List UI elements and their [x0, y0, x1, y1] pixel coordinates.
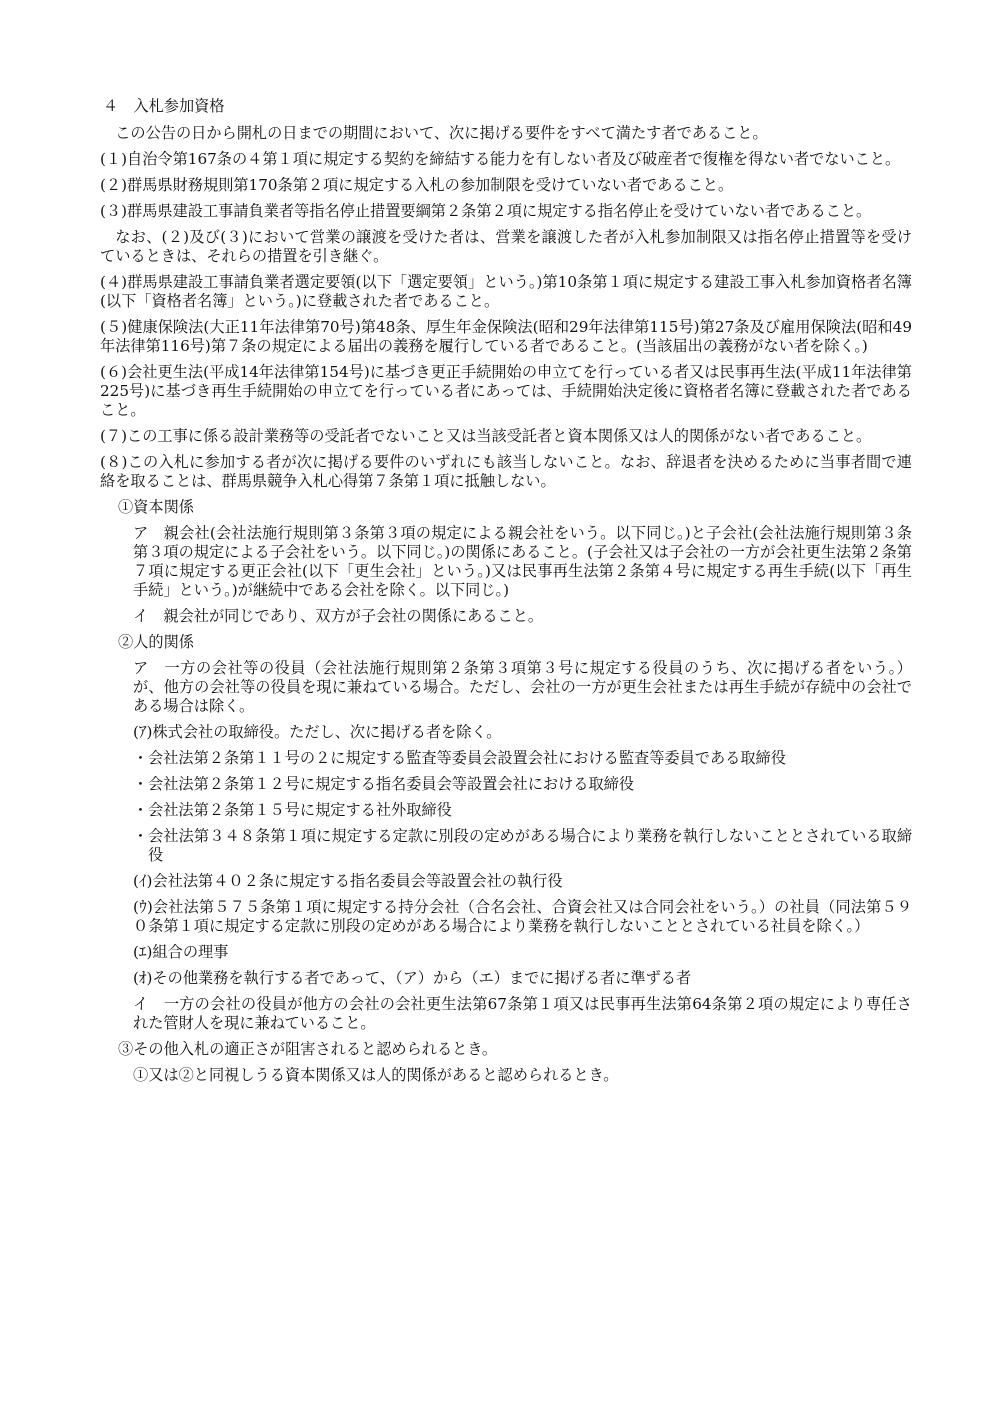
personal-relation-ku: (ｳ)会社法第５７５条第１項に規定する持分会社（合名会社、合資会社又は合同会社をいう。）の社員（同法第５９０条第１項に規定する定款に別段の定めがある場合により業務を執行しないこととされている社員を除く。） [133, 898, 912, 935]
personal-relation-bullet-2: ・会社法第２条第１２号に規定する指名委員会等設置会社における取締役 [132, 775, 634, 793]
personal-relation-bullet-4: ・会社法第３４８条第１項に規定する定款に別段の定めがある場合により業務を執行しないこととされている取締役 [132, 827, 912, 864]
item-1: (１)自治令第167条の４第１項に規定する契約を締結する能力を有しない者及び破産者で復権を得ない者でないこと。 [100, 150, 901, 168]
personal-relation-a: ア 一方の会社等の役員（会社法施行規則第２条第３項第３号に規定する役員のうち、次に掲げる者をいう。）が、他方の会社等の役員を現に兼ねている場合。ただし、会社の一方が更生会社または再生手続が存続中の会社である場合は除く。 [133, 659, 912, 715]
item-5: (５)健康保険法(大正11年法律第70号)第48条、厚生年金保険法(昭和29年法律第115号)第27条及び雇用保険法(昭和49年法律第116号)第７条の規定による届出の義務を履行している者であること。(当該届出の義務がない者を除く。) [100, 318, 912, 355]
personal-relation-ko: (ｵ)その他業務を執行する者であって、（ア）から（エ）までに掲げる者に準ずる者 [133, 969, 692, 987]
capital-relation-label: ①資本関係 [118, 498, 194, 516]
personal-relation-ke: (ｴ)組合の理事 [133, 943, 229, 961]
personal-relation-bullet-1: ・会社法第２条第１１号の２に規定する監査等委員会設置会社における監査等委員である取締役 [132, 749, 786, 767]
item-4: (４)群馬県建設工事請負業者選定要領(以下「選定要領」という。)第10条第１項に規定する建設工事入札参加資格者名簿(以下「資格者名簿」という。)に登載された者であること。 [100, 273, 912, 310]
section-intro: この公告の日から開札の日までの期間において、次に掲げる要件をすべて満たす者であること。 [115, 124, 768, 142]
other-label: ③その他入札の適正さが阻害されると認められるとき。 [118, 1040, 498, 1058]
item-2: (２)群馬県財務規則第170条第２項に規定する入札の参加制限を受けていない者であること。 [100, 176, 734, 194]
item-8: (８)この入札に参加する者が次に掲げる要件のいずれにも該当しないこと。なお、辞退者を決めるために当事者間で連絡を取ることは、群馬県競争入札心得第７条第１項に抵触しない。 [100, 453, 912, 490]
personal-relation-ka: (ｱ)株式会社の取締役。ただし、次に掲げる者を除く。 [133, 723, 502, 741]
item-6: (６)会社更生法(平成14年法律第154号)に基づき更正手続開始の申立てを行っている者又は民事再生法(平成11年法律第225号)に基づき再生手続開始の申立てを行っている者にあっては、手続開始決定後に資格者名簿に登載された者であること。 [100, 363, 912, 419]
other-text: ①又は②と同視しうる資本関係又は人的関係があると認められるとき。 [133, 1066, 619, 1084]
item-7: (７)この工事に係る設計業務等の受託者でないこと又は当該受託者と資本関係又は人的関係がない者であること。 [100, 427, 872, 445]
personal-relation-b: イ 一方の会社の役員が他方の会社の会社更生法第67条第１項又は民事再生法第64条第２項の規定により専任された管財人を現に兼ねていること。 [133, 995, 912, 1032]
personal-relation-bullet-3: ・会社法第２条第１５号に規定する社外取締役 [132, 801, 452, 819]
personal-relation-label: ②人的関係 [118, 633, 194, 651]
capital-relation-b: イ 親会社が同じであり、双方が子会社の関係にあること。 [133, 607, 544, 625]
section-heading: ４ 入札参加資格 [103, 97, 225, 115]
personal-relation-ki: (ｲ)会社法第４０２条に規定する指名委員会等設置会社の執行役 [133, 872, 563, 890]
item-note: なお、(２)及び(３)において営業の譲渡を受けた者は、営業を譲渡した者が入札参加制限又は指名停止措置等を受けているときは、それらの措置を引き継ぐ。 [100, 228, 912, 265]
capital-relation-a: ア 親会社(会社法施行規則第３条第３項の規定による親会社をいう。以下同じ。)と子会社(会社法施行規則第３条第３項の規定による子会社をいう。以下同じ。)の関係にあること。(子会社又は子会社の一方が会社更生法第２条第７項に規定する更正会社(以下「更生会社」という。)又は民事再生法第２条第４号に規定する再生手続(以下「再生手続」という。)が継続中である会社を除く。以下同じ。) [133, 524, 912, 599]
item-3: (３)群馬県建設工事請負業者等指名停止措置要綱第２条第２項に規定する指名停止を受けていない者であること。 [100, 202, 872, 220]
